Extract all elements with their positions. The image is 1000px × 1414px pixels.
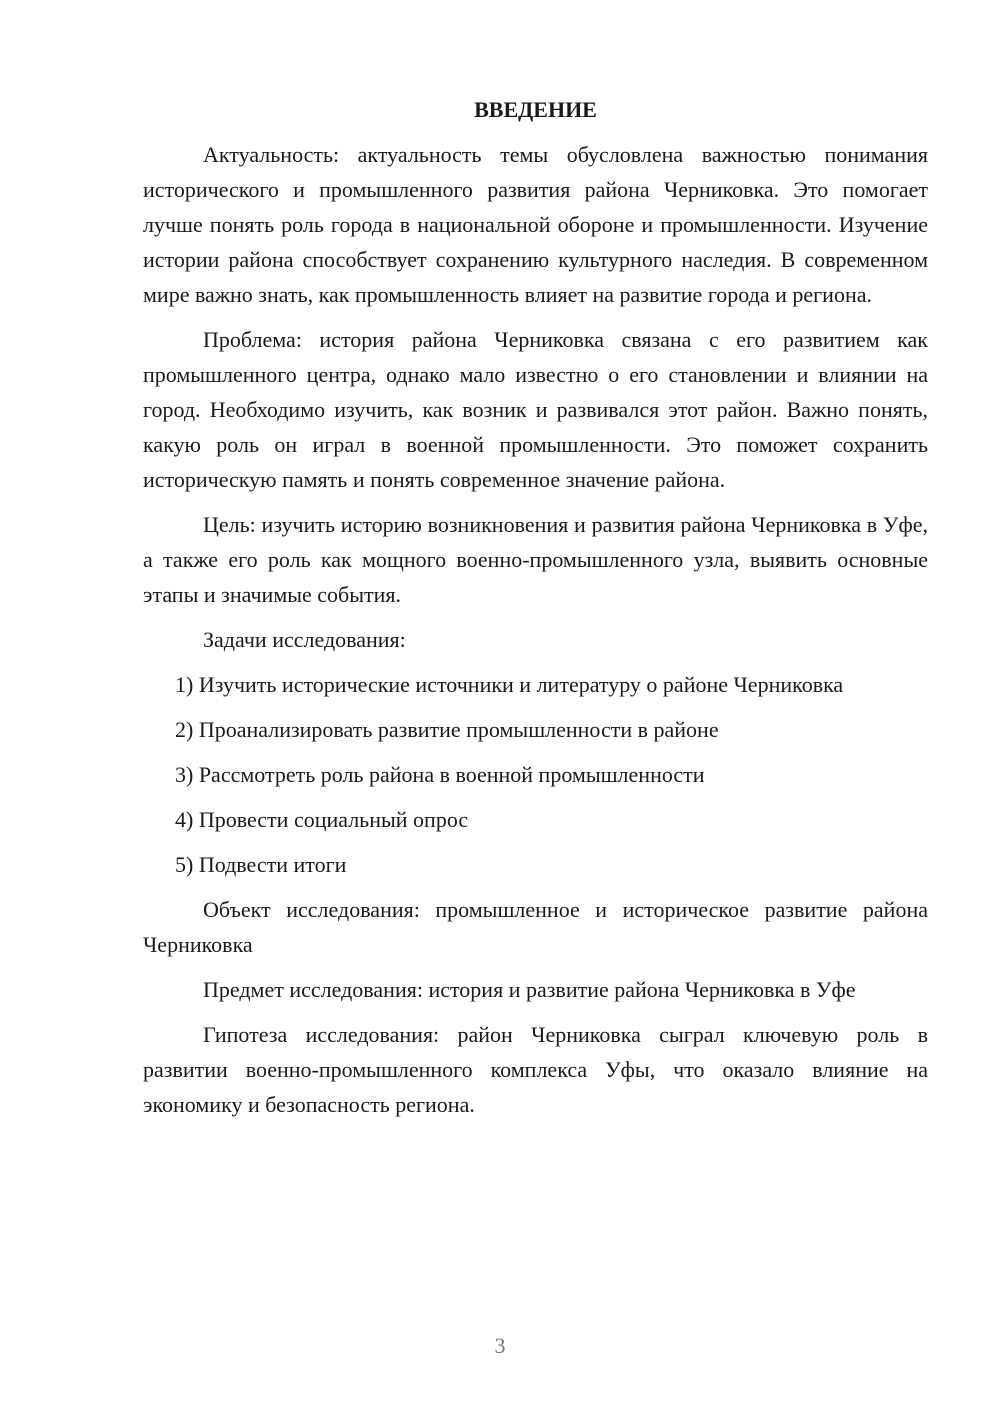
paragraph-hypothesis: Гипотеза исследования: район Черниковка сыграл ключевую роль в развитии военно-промышленного комплекса Уфы, что оказало влияние на экономику и безопасность региона. <box>143 1022 928 1117</box>
tasks-heading: Задачи исследования: <box>203 627 406 652</box>
paragraph-object: Объект исследования: промышленное и историческое развитие района Черниковка <box>143 897 928 957</box>
paragraph-relevance: Актуальность: актуальность темы обусловлена важностью понимания исторического и промышленного развития района Черниковка. Это помогает лучше понять роль города в национальной обороне и промышленности. Изучение истории района способствует сохранению культурного наследия. В современном мире важно знать, как промышленность влияет на развитие города и региона. <box>143 142 928 307</box>
page-number: 3 <box>494 1333 506 1358</box>
task-item-1: 1) Изучить исторические источники и литературу о районе Черниковка <box>175 672 844 697</box>
paragraph-goal: Цель: изучить историю возникновения и развития района Черниковка в Уфе, а также его роль как мощного военно-промышленного узла, выявить основные этапы и значимые события. <box>143 512 928 607</box>
paragraph-problem: Проблема: история района Черниковка связана с его развитием как промышленного центра, однако мало известно о его становлении и влиянии на город. Необходимо изучить, как возник и развивался этот район. Важно понять, какую роль он играл в военной промышленности. Это поможет сохранить историческую память и понять современное значение района. <box>143 327 928 492</box>
task-item-3: 3) Рассмотреть роль района в военной промышленности <box>175 762 705 787</box>
document-body <box>143 92 928 1132</box>
task-item-2: 2) Проанализировать развитие промышленности в районе <box>175 717 719 742</box>
paragraph-subject: Предмет исследования: история и развитие района Черниковка в Уфе <box>203 977 856 1002</box>
section-title: ВВЕДЕНИЕ <box>474 97 597 122</box>
task-item-4: 4) Провести социальный опрос <box>175 807 469 832</box>
task-item-5: 5) Подвести итоги <box>175 852 347 877</box>
